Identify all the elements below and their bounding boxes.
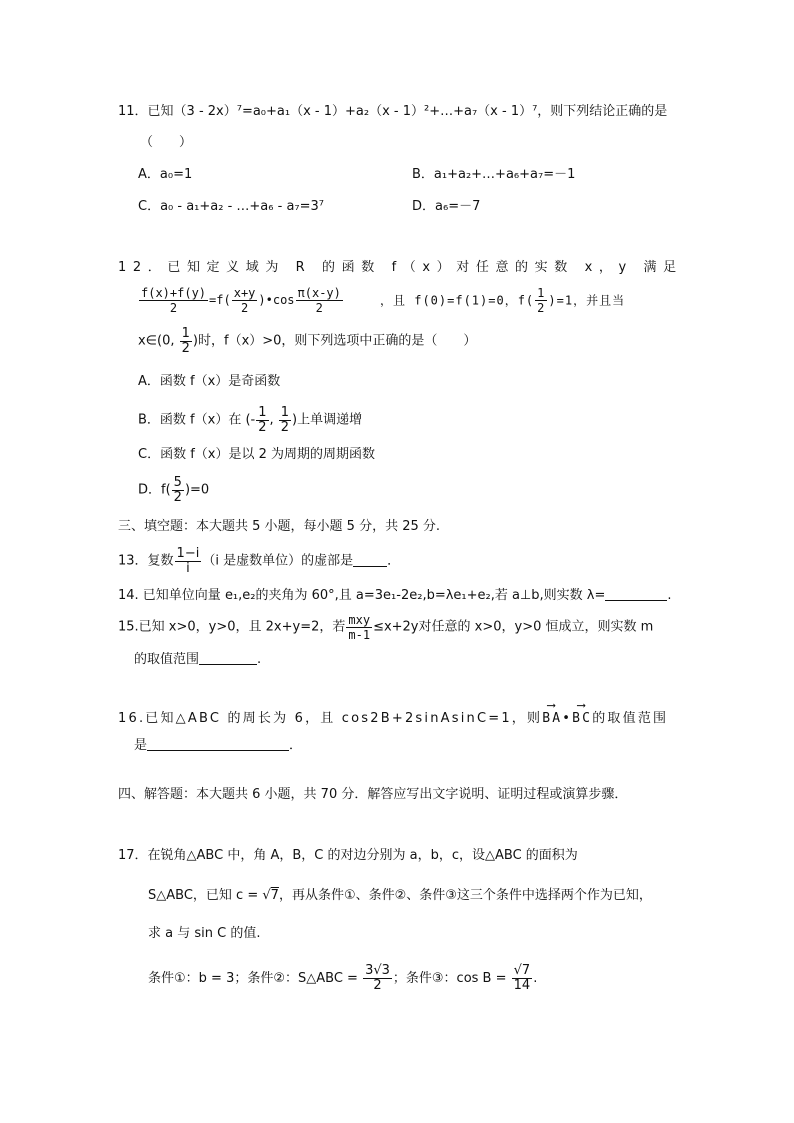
q17-line1: 17．在锐角△ABC 中，角 A，B，C 的对边分别为 a，b，c，设△ABC 的面积为 — [118, 848, 578, 863]
section-4-heading: 四、解答题：本大题共 6 小题，共 70 分．解答应写出文字说明、证明过程或演算步骤． — [118, 787, 628, 802]
q13-den: i — [186, 561, 190, 576]
q12-half-den: 2 — [537, 301, 546, 315]
q12-b2: )上单调递增 — [292, 412, 363, 428]
q16-vector-ba: ⟶ BA — [542, 706, 562, 728]
q17-c3: ；条件③：cos B = — [392, 971, 511, 986]
q11-option-d: D．a₆=－7 — [412, 199, 481, 214]
q12-option-a: A．函数 f（x）是奇函数 — [138, 374, 281, 389]
q16-vector-bc: ⟶ BC — [572, 706, 592, 728]
q17-line3: 求 a 与 sin C 的值. — [148, 926, 261, 941]
q15-answer-blank[interactable] — [199, 652, 257, 665]
q16-dot: • — [562, 711, 573, 726]
q17-conditions — [148, 964, 537, 993]
q15-line2-text: 的取值范围 — [134, 652, 200, 667]
q12-l3-half-num: 1 — [181, 326, 190, 341]
q15 — [118, 613, 653, 642]
q13-num: 1−i — [176, 546, 200, 561]
q12-d1: D．f( — [138, 482, 171, 498]
q12-frac2-den: 2 — [240, 301, 249, 315]
q15-a: 15.已知 x>0，y>0，且 2x+y=2，若 — [118, 619, 346, 635]
q16-answer-blank[interactable] — [147, 738, 289, 751]
q15-line2 — [134, 651, 261, 669]
q15-end: . — [257, 652, 262, 667]
q12-frac2-num: x+y — [233, 286, 256, 300]
q12-option-c: C．函数 f（x）是以 2 为周期的周期函数 — [138, 447, 376, 462]
q12-frac3-num: π(x-y) — [297, 286, 341, 300]
q12-conditions — [380, 286, 625, 315]
q13-b: （i 是虚数单位）的虚部是 — [202, 553, 354, 569]
q12-functional-equation — [138, 286, 344, 315]
q12-d2: )=0 — [184, 482, 210, 498]
q15-b: ≤x+2y对任意的 x>0，y>0 恒成立，则实数 m — [373, 619, 654, 635]
q12-l3b: )时，f（x）>0，则下列选项中正确的是（ ） — [192, 333, 477, 349]
q12-option-b: B．函数 f（x）在 (- $\frac{1}{2}$ , $\frac{1}{2}$ )上单调递增 — [138, 405, 363, 435]
q11-stem: 11．已知（3 - 2x）⁷=a₀+a₁（x - 1）+a₂（x - 1）²+…+a₇（x - 1）⁷，则下列结论正确的是 — [118, 104, 668, 119]
q12-eq-mid: =f( — [209, 293, 231, 307]
q12-cond2: )=1，并且当 — [548, 293, 626, 308]
q12-cos-part: )•cos — [258, 293, 295, 307]
q16-end: ． — [289, 738, 303, 753]
q16 — [118, 706, 668, 728]
q16-line2-text: 是 — [134, 738, 148, 753]
q17-c3-num: √7 — [513, 963, 531, 978]
q15-num: mxy — [348, 613, 371, 627]
q17-c1: 条件①：b = 3；条件②：S△ABC = — [148, 971, 363, 986]
q17-c2-den: 2 — [373, 978, 382, 993]
q12-b-den2: 2 — [280, 420, 290, 435]
q12-l3a: x∈(0, — [138, 333, 175, 349]
q17-c2-num: 3√3 — [365, 963, 390, 978]
q12-d-den: 2 — [173, 490, 182, 505]
q12-cond1: ，且 f(0)=f(1)=0，f( — [380, 293, 535, 308]
q17-c3-den: 14 — [513, 978, 531, 993]
q12-domain-line — [138, 327, 476, 356]
q17-c-end: . — [533, 971, 538, 986]
q15-den: m-1 — [348, 628, 371, 642]
section-3-heading: 三、填空题：本大题共 5 小题，每小题 5 分，共 25 分. — [118, 519, 441, 534]
q13-a: 13．复数 — [118, 553, 174, 569]
q12-frac1-den: 2 — [169, 301, 178, 315]
q13 — [118, 547, 400, 576]
q17-line2: S△ABC，已知 c = √7，再从条件①、条件②、条件③这三个条件中选择两个作为已知， — [148, 888, 652, 903]
q12-b-num1: 1 — [258, 405, 267, 420]
q12-b1: B．函数 f（x）在 (- — [138, 412, 256, 428]
q11-option-a: A．a₀=1 — [138, 167, 193, 182]
q12-stem: 12．已知定义域为 R 的函数 f（x）对任意的实数 x，y 满足 — [118, 260, 683, 275]
q12-d-num: 5 — [173, 475, 182, 490]
q12-half-num: 1 — [537, 286, 546, 300]
q16-a: 16.已知△ABC 的周长为 6，且 cos2B+2sinAsinC=1，则 — [118, 711, 543, 726]
q12-frac3-den: 2 — [315, 301, 323, 315]
q14: 14. 已知单位向量 e₁,e₂的夹角为 60°,且 a=3e₁-2e₂,b=λe₁+e₂,若 a⊥b,则实数 λ= . — [118, 588, 672, 603]
q13-c: ． — [387, 553, 401, 569]
q11-answer-paren: （ ） — [140, 135, 193, 150]
q11-option-c: C．a₀ - a₁+a₂ - …+a₆ - a₇=3⁷ — [138, 199, 324, 214]
q16-line2 — [134, 737, 302, 755]
q11-option-b: B．a₁+a₂+…+a₆+a₇=－1 — [412, 167, 576, 182]
q12-option-d — [138, 476, 209, 505]
q12-l3-half-den: 2 — [181, 341, 190, 356]
q14-answer-blank[interactable] — [605, 588, 667, 601]
q13-answer-blank[interactable] — [353, 554, 387, 567]
q12-b-num2: 1 — [280, 405, 290, 420]
q17-radicand: 7 — [270, 888, 279, 903]
q17-l2a: S△ABC，已知 c = — [148, 888, 263, 903]
q14-text: 14. 已知单位向量 e₁,e₂的夹角为 60°,且 a=3e₁-2e₂,b=λe₁+e₂,若 a⊥b,则实数 λ= — [118, 588, 606, 603]
q17-l2b: ，再从条件①、条件②、条件③这三个条件中选择两个作为已知， — [278, 888, 652, 903]
q12-b-den1: 2 — [258, 420, 267, 435]
q16-b: 的取值范围 — [592, 711, 669, 726]
q12-frac1-num: f(x)+f(y) — [141, 286, 207, 300]
